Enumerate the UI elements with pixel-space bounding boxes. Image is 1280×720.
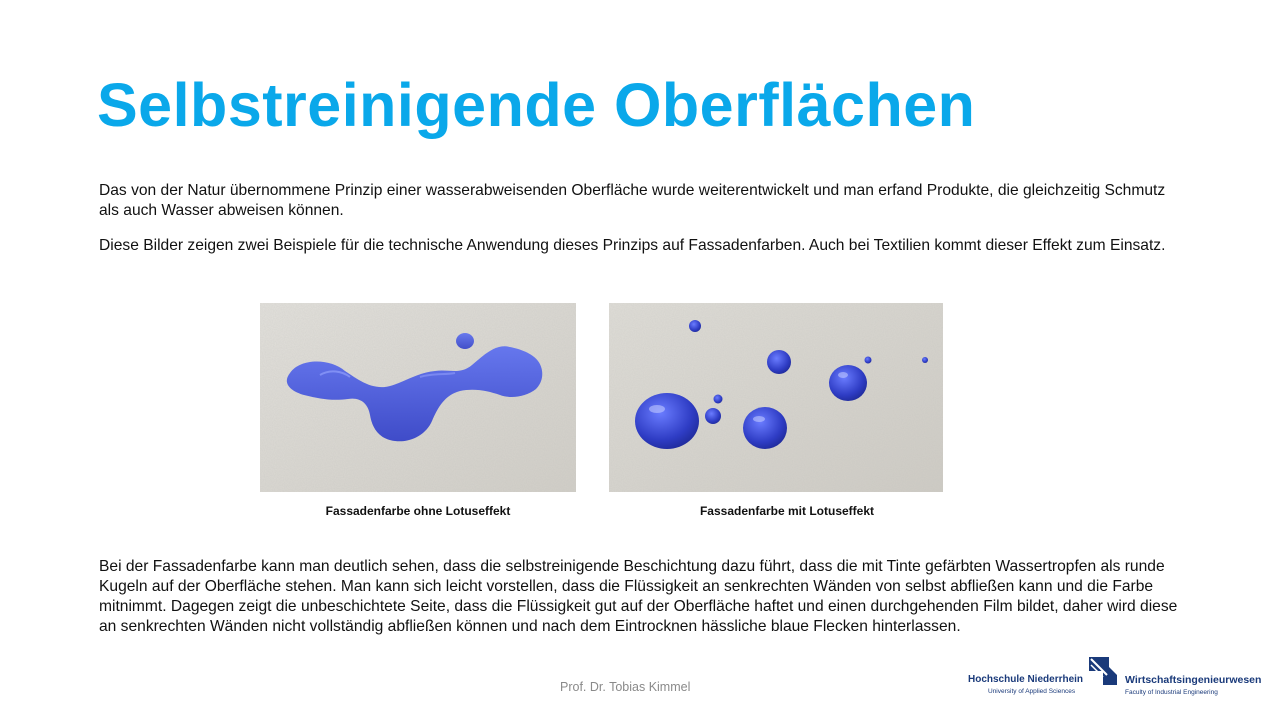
university-name: Hochschule Niederrhein <box>968 674 1084 685</box>
faculty-logo-text <box>1125 674 1261 696</box>
university-logo-text <box>968 674 1083 695</box>
faculty-name: Wirtschaftsingenieurwesen <box>1125 674 1262 686</box>
footer-author: Prof. Dr. Tobias Kimmel <box>560 680 691 694</box>
caption-with-lotus-effect: Fassadenfarbe mit Lotuseffekt <box>699 504 875 518</box>
faculty-subtitle: Faculty of Industrial Engineering <box>1125 689 1218 696</box>
caption-without-lotus-effect: Fassadenfarbe ohne Lotuseffekt <box>325 504 511 518</box>
examples-paragraph: Diese Bilder zeigen zwei Beispiele für die technische Anwendung dieses Prinzips auf Fassadenfarben. Auch bei Textilien kommt dieser Effekt zum Einsatz. <box>99 237 1166 254</box>
university-logo-icon <box>1089 657 1121 694</box>
intro-paragraph: Das von der Natur übernommene Prinzip einer wasserabweisenden Oberfläche wurde weiterentwickelt und man erfand Produkte, die gleichzeitig Schmutz als auch Wasser abweisen können. <box>99 182 1166 219</box>
university-subtitle: University of Applied Sciences <box>988 688 1076 695</box>
explanation-paragraph: Bei der Fassadenfarbe kann man deutlich sehen, dass die selbstreinigende Beschichtung dazu führt, dass die mit Tinte gefärbten Wassertropfen als runde Kugeln auf der Oberfläche stehen. Man kann sich leicht vorstellen, dass die Flüssigkeit an senkrechten Wänden von selbst abfließen kann und die Farbe mitnimmt. Dagegen zeigt die unbeschichtete Seite, dass die Flüssigkeit gut auf der Oberfläche haftet und einen durchgehenden Film bildet, daher wird diese an senkrechten Wänden nicht vollständig abfließen können und nach dem Eintrocknen hässliche blaue Flecken hinterlassen. <box>99 558 1178 635</box>
photo-with-lotus-effect <box>609 303 943 492</box>
page-title: Selbstreinigende Oberflächen <box>97 71 976 139</box>
photo-without-lotus-effect <box>260 303 576 492</box>
